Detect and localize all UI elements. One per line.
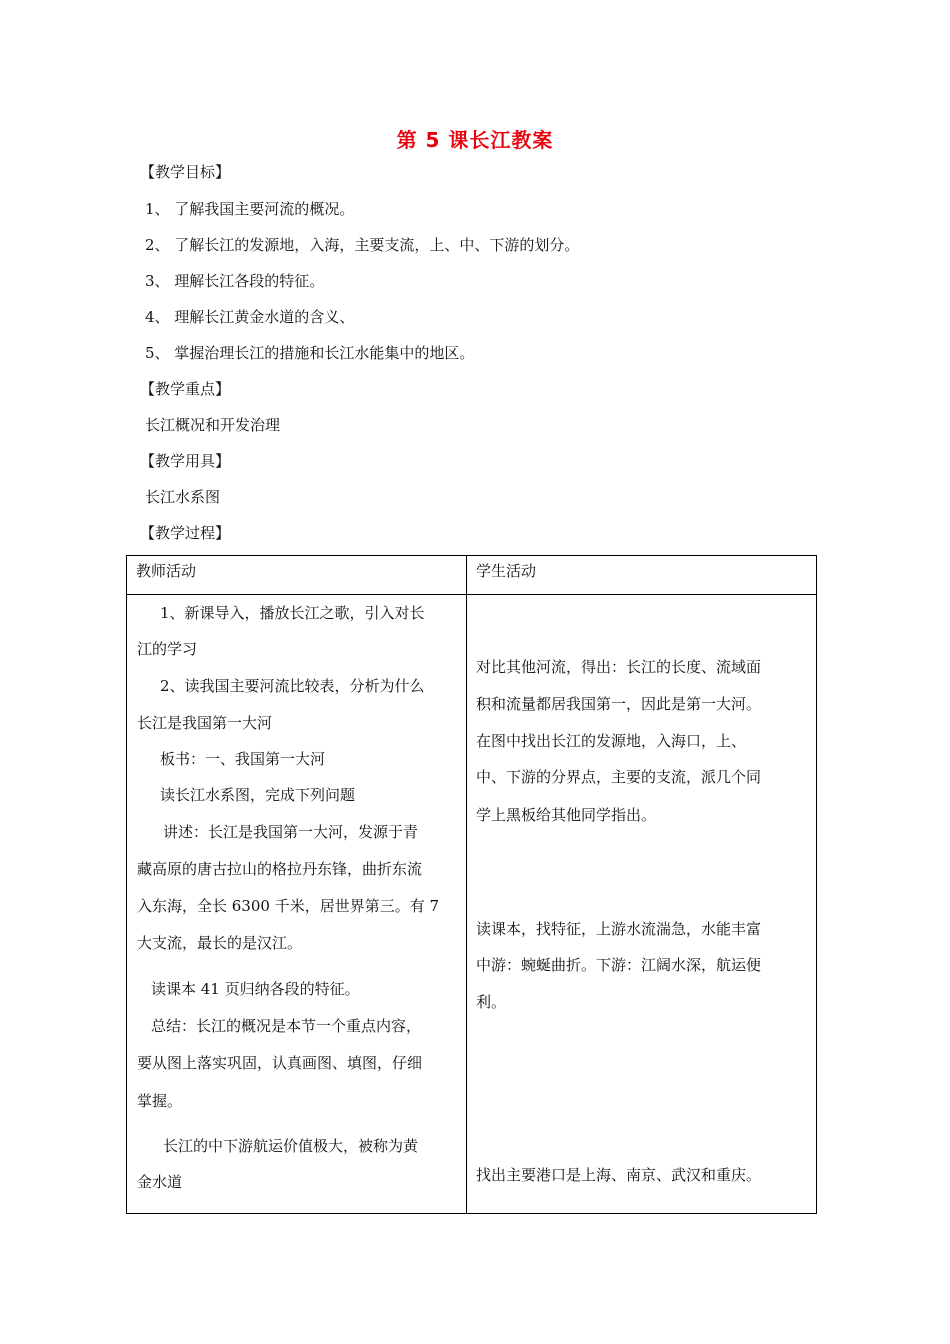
teacher-line: 要从图上落实巩固，认真画图、填图，仔细 [137, 1054, 423, 1072]
teacher-line: 板书：一、我国第一大河 [160, 750, 326, 768]
teacher-line: 读长江水系图，完成下列问题 [160, 786, 356, 804]
teacher-line: 总结：长江的概况是本节一个重点内容， [151, 1017, 422, 1035]
student-activity-cell [467, 595, 817, 1214]
teacher-line: 藏高原的唐古拉山的格拉丹东锋，曲折东流 [137, 860, 423, 878]
header-student-label: 学生活动 [476, 562, 537, 580]
key-heading: 【教学重点】 [140, 380, 231, 398]
student-line: 在图中找出长江的发源地，入海口，上、 [476, 732, 747, 750]
student-line: 学上黑板给其他同学指出。 [476, 806, 657, 824]
student-line: 中、下游的分界点，主要的支流，派几个同 [476, 768, 762, 786]
teacher-line: 讲述：长江是我国第一大河，发源于青 [163, 823, 419, 841]
objectives-heading: 【教学目标】 [140, 163, 231, 181]
teacher-line: 长江是我国第一大河 [137, 714, 273, 732]
table-row [127, 595, 817, 1214]
student-line: 利。 [476, 993, 507, 1011]
teacher-line: 1、新课导入，播放长江之歌，引入对长 [160, 604, 425, 622]
student-line: 积和流量都居我国第一，因此是第一大河。 [476, 695, 762, 713]
teacher-line: 大支流，最长的是汉江。 [137, 934, 303, 952]
teacher-activity-cell [127, 595, 467, 1214]
teacher-line: 掌握。 [137, 1092, 183, 1110]
header-teacher-label: 教师活动 [136, 562, 197, 580]
process-heading: 【教学过程】 [140, 524, 231, 542]
student-line: 读课本，找特征，上游水流湍急，水能丰富 [476, 920, 762, 938]
page-title: 第 5 课长江教案 [396, 128, 554, 152]
student-line: 中游：蜿蜒曲折。下游：江阔水深，航运便 [476, 956, 762, 974]
process-table [126, 555, 817, 1214]
student-line: 对比其他河流，得出：长江的长度、流域面 [476, 658, 762, 676]
objective-item: 3、 理解长江各段的特征。 [145, 272, 325, 290]
objective-item: 1、 了解我国主要河流的概况。 [145, 200, 355, 218]
tools-text: 长江水系图 [145, 488, 221, 506]
teacher-line: 金水道 [137, 1173, 183, 1191]
tools-heading: 【教学用具】 [140, 452, 231, 470]
objective-item: 2、 了解长江的发源地，入海，主要支流，上、中、下游的划分。 [145, 236, 580, 254]
teacher-line: 江的学习 [137, 640, 198, 658]
teacher-line: 2、读我国主要河流比较表，分析为什么 [160, 677, 425, 695]
teacher-line: 读课本 41 页归纳各段的特征。 [151, 980, 360, 998]
objective-item: 4、 理解长江黄金水道的含义、 [145, 308, 355, 326]
header-cell-student [467, 556, 817, 595]
teacher-line: 长江的中下游航运价值极大，被称为黄 [163, 1137, 419, 1155]
key-text: 长江概况和开发治理 [145, 416, 281, 434]
table-header-row [127, 556, 817, 595]
teacher-line: 入东海，全长 6300 千米，居世界第三。有 7 [137, 897, 440, 915]
student-line: 找出主要港口是上海、南京、武汉和重庆。 [476, 1166, 762, 1184]
header-cell-teacher [127, 556, 467, 595]
objective-item: 5、 掌握治理长江的措施和长江水能集中的地区。 [145, 344, 475, 362]
